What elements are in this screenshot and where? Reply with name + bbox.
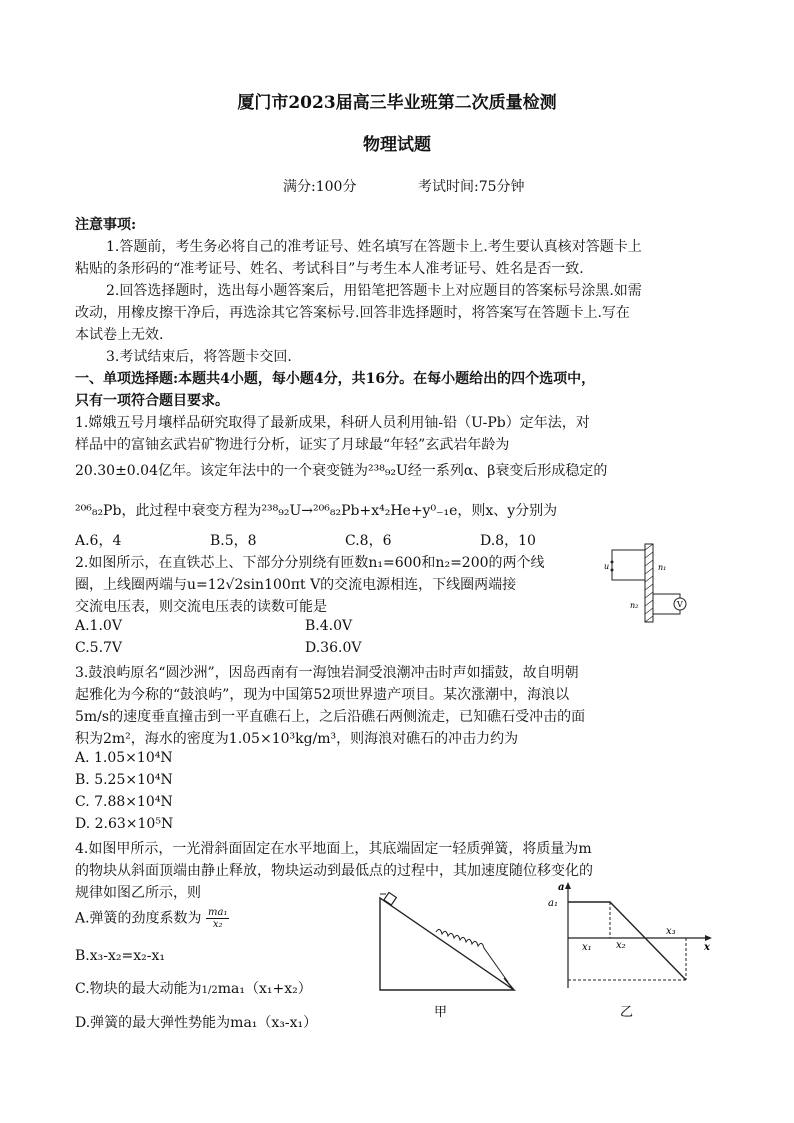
notice-item-1-cont: 粘贴的条形码的“准考证号、姓名、考试科目”与考生本人准考证号、姓名是否一致. (75, 261, 584, 277)
a-axis-label: a (558, 882, 565, 893)
q4-stem-2: 的物块从斜面顶端由静止释放，物块运动到最低点的过程中，其加速度随位移变化的 (75, 863, 593, 879)
q3-stem-1: 3.鼓浪屿原名“圆沙洲”，因岛西南有一海蚀岩洞受浪潮冲击时声如擂鼓，故自明朝 (75, 665, 579, 681)
q4-option-a-text: A.弹簧的劲度系数为 (75, 910, 202, 927)
n2-label: n₂ (630, 601, 639, 610)
q1-option-a[interactable]: A.6，4 (75, 533, 122, 549)
fig-yi-label: 乙 (620, 1005, 634, 1020)
q4-option-c[interactable] (75, 978, 312, 998)
q1-option-c[interactable]: C.8，6 (345, 533, 392, 549)
q2-stem-1: 2.如图所示，在直铁芯上、下部分分别绕有匝数n₁=600和n₂=200的两个线 (75, 555, 545, 571)
iron-core (645, 544, 653, 622)
notice-item-2-end: 本试卷上无效. (75, 327, 164, 343)
x-axis-label: x (704, 942, 710, 953)
incline (380, 898, 514, 990)
graph-line (568, 902, 686, 980)
subject-title: 物理试题 (363, 135, 431, 155)
q3-option-c[interactable]: C. 7.88×10⁴N (75, 794, 173, 810)
notice-item-2: 2.回答选择题时，选出每小题答案后，用铅笔把答题卡上对应题目的答案标号涂黑.如需 (106, 283, 642, 299)
x2-label: x₂ (616, 940, 626, 951)
q2-stem-3: 交流电压表，则交流电压表的读数可能是 (75, 599, 327, 615)
q4-option-c-rest: ma₁（x₁+x₂） (217, 981, 312, 997)
q4-option-c-text: C.物块的最大动能为 (75, 981, 202, 997)
q2-option-b[interactable]: B.4.0V (305, 618, 353, 634)
q1-stem-1: 1.嫦娥五号月壤样品研究取得了最新成果，科研人员利用铀-铅（U-Pb）定年法，对 (75, 415, 590, 431)
q4-stem-3: 规律如图乙所示，则 (75, 885, 201, 901)
upper-coil-wire (612, 550, 645, 580)
q1-stem-3: 20.30±0.04亿年。该定年法中的一个衰变链为²³⁸₉₂U经一系列α、β衰变后形成稳定的 (75, 463, 608, 479)
q2-transformer-figure (600, 542, 700, 624)
section-heading-cont: 只有一项符合题目要求。 (75, 393, 229, 409)
q1-stem-2: 样品中的富铀玄武岩矿物进行分析，证实了月球最“年轻”玄武岩年龄为 (75, 437, 510, 453)
q4-option-a-fraction: $\frac{\text{ma₁}}{\text{x₂}}$ (208, 907, 228, 930)
x1-label: x₁ (582, 942, 592, 953)
q4-option-d[interactable]: D.弹簧的最大弹性势能为ma₁（x₃-x₁） (75, 1015, 318, 1031)
q3-option-d[interactable]: D. 2.63×10⁵N (75, 816, 174, 832)
notice-item-1: 1.答题前，考生务必将自己的准考证号、姓名填写在答题卡上.考生要认真核对答题卡上 (106, 239, 642, 255)
q4-stem-1: 4.如图甲所示，一光滑斜面固定在水平地面上，其底端固定一轻质弹簧，将质量为m (75, 841, 592, 857)
notice-item-2-cont: 改动，用橡皮擦干净后，再选涂其它答案标号.回答非选择题时，将答案写在答题卡上.写在 (75, 305, 630, 321)
u-label: u (604, 562, 610, 571)
q4-figure-yi (548, 880, 720, 1022)
fig-jia-label: 甲 (434, 1005, 448, 1020)
q3-stem-3: 5m/s的速度垂直撞击到一平直礁石上，之后沿礁石两侧流走，已知礁石受冲击的面 (75, 709, 586, 725)
q2-stem-2: 圈，上线圈两端与u=12√2sin100πt V的交流电源相连，下线圈两端接 (75, 577, 517, 593)
exam-time: 考试时间:75分钟 (418, 179, 525, 195)
a1-label: a₁ (548, 898, 558, 909)
q1-option-b[interactable]: B.5，8 (210, 533, 257, 549)
q4-option-c-half: 1/2 (201, 985, 218, 996)
n1-label: n₁ (658, 563, 667, 572)
q3-stem-2: 起雅化为今称的“鼓浪屿”，现为中国第52项世界遗产项目。某次涨潮中，海浪以 (75, 687, 570, 703)
q1-option-d[interactable]: D.8，10 (480, 533, 536, 549)
q4-option-a[interactable] (75, 907, 229, 930)
q1-stem-4: ²⁰⁶₈₂Pb，此过程中衰变方程为²³⁸₉₂U→²⁰⁶₈₂Pb+x⁴₂He+y⁰₋₁e，则x、y分别为 (75, 503, 558, 519)
section-heading: 一、单项选择题:本题共4小题，每小题4分，共16分。在每小题给出的四个选项中， (75, 371, 596, 387)
spring-icon (436, 929, 508, 982)
q3-stem-4: 积为2m²，海水的密度为1.05×10³kg/m³，则海浪对礁石的冲击力约为 (75, 731, 519, 747)
q2-option-a[interactable]: A.1.0V (75, 618, 122, 634)
q2-option-d[interactable]: D.36.0V (305, 640, 362, 656)
q3-option-b[interactable]: B. 5.25×10⁴N (75, 772, 173, 788)
notice-item-3: 3.考试结束后，将答题卡交回. (106, 349, 292, 365)
q4-figure-jia (376, 890, 524, 1022)
q2-option-c[interactable]: C.5.7V (75, 640, 123, 656)
exam-title: 厦门市2023届高三毕业班第二次质量检测 (237, 93, 557, 113)
q3-option-a[interactable]: A. 1.05×10⁴N (75, 750, 173, 766)
voltmeter-label: V (677, 600, 683, 609)
q4-option-b[interactable]: B.x₃-x₂=x₂-x₁ (75, 948, 165, 964)
x3-label: x₃ (666, 926, 676, 937)
notice-heading: 注意事项: (75, 217, 137, 233)
full-score: 满分:100分 (283, 179, 357, 195)
